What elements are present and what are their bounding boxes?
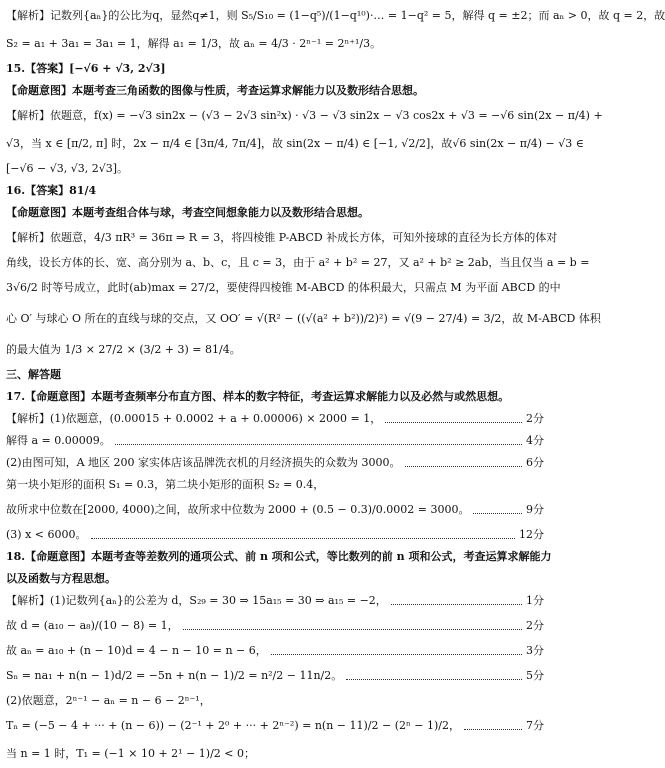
text-line-l11: 角线，设长方体的长、宽、高分别为 a、b、c，且 c = 3，由于 a² + b² = 27，又 a² + b² ≥ 2ab，当且仅当 a = b = [6,256,590,270]
solution-step-r2 [6,430,544,452]
score-label: 12分 [519,528,544,542]
leader-dots [183,629,522,630]
solution-lines [6,2,665,408]
step-text: 【解析】(1)依题意，(0.00015 + 0.0002 + a + 0.00006) × 2000 = 1， [6,412,382,426]
solution-step-s3 [6,640,544,662]
step-text: (3) x < 6000。 [6,528,87,542]
leader-dots [473,513,522,514]
leader-dots [271,654,522,655]
text-line-l10: 【解析】依题意，4/3 πR³ = 36π ⇒ R = 3，将四棱锥 P-ABCD 补成长方体，可知外接球的直径为长方体的体对 [6,231,558,245]
solution-step-s2 [6,612,544,640]
step-text: 故 aₙ = a₁₀ + (n − 10)d = 4 − n − 10 = n − 6， [6,644,267,658]
step-text: 故所求中位数在[2000, 4000)之间，故所求中位数为 2000 + (0.5 − 0.3)/0.0002 = 3000。 [6,503,470,517]
score-label: 3分 [526,644,544,658]
solution-step-s4 [6,662,544,690]
score-label: 1分 [526,594,544,608]
solution-step-r1 [6,408,544,430]
solution-step-r4 [6,474,544,496]
score-label: 6分 [526,456,544,470]
text-line-l7: [−√6 − √3, √3, 2√3]。 [6,162,129,176]
leader-dots [464,729,522,730]
solution-step-r3 [6,452,544,474]
solution-step-s1 [6,590,544,612]
score-label: 2分 [526,619,544,633]
text-line-l14: 的最大值为 1/3 × 27/2 × (3/2 + 3) = 81/4。 [6,343,241,357]
text-line-l13: 心 O′ 与球心 O 所在的直线与球的交点，又 OO′ = √(R² − ((√(a² + b²))/2)²) = √(9 − 27/4) = 3/2，故 M-ABCD 体积 [6,312,601,326]
text-line-l9: 【命题意图】本题考查组合体与球，考查空间想象能力以及数形结合思想。 [6,206,369,220]
text-line-l4: 【命题意图】本题考查三角函数的图像与性质，考查运算求解能力以及数形结合思想。 [6,84,424,98]
score-label: 2分 [526,412,544,426]
solution-step-s5 [6,690,544,712]
step-text: (2)由图可知，A 地区 200 家实体店该品牌洗衣机的月经济损失的众数为 3000。 [6,456,401,470]
step-text: Sₙ = na₁ + n(n − 1)d/2 = −5n + n(n − 1)/2 = n²/2 − 11n/2。 [6,669,343,683]
leader-dots [385,422,522,423]
step-text: 当 n = 1 时，T₁ = (−1 × 10 + 2¹ − 1)/2 < 0； [6,747,255,761]
score-label: 9分 [526,503,544,517]
score-label: 4分 [526,434,544,448]
text-line-l2: S₂ = a₁ + 3a₁ = 3a₁ = 1，解得 a₁ = 1/3，故 aₙ = 4/3 · 2ⁿ⁻¹ = 2ⁿ⁺¹/3。 [6,37,382,51]
step-text: (2)依题意，2ⁿ⁻¹ − aₙ = n − 6 − 2ⁿ⁻¹， [6,694,211,708]
question-18-steps [6,590,544,768]
step-text: Tₙ = (−5 − 4 + ··· + (n − 6)) − (2⁻¹ + 2⁰ + ··· + 2ⁿ⁻²) = n(n − 11)/2 − (2ⁿ − 1)/2， [6,719,460,733]
text-line-l6: √3，当 x ∈ [π/2, π] 时，2x − π/4 ∈ [3π/4, 7π/4]，故 sin(2x − π/4) ∈ [−1, √2/2]，故√6 sin(2x − π/4) − √3 ∈ [6,137,584,151]
solution-step-r5 [6,496,544,524]
text-line-l15: 三、解答题 [6,368,61,382]
text-line-l5: 【解析】依题意，f(x) = −√3 sin2x − (√3 − 2√3 sin²x) · √3 − √3 sin2x − √3 cos2x + √3 = −√6 sin(2x − π/4) + [6,109,603,123]
text-line-h2: 以及函数与方程思想。 [6,572,116,586]
text-line-l12: 3√6/2 时等号成立，此时(ab)max = 27/2，要使得四棱锥 M-ABCD 的体积最大，只需点 M 为平面 ABCD 的中 [6,281,561,295]
text-line-l3: 15.【答案】[−√6 + √3, 2√3] [6,62,166,76]
solution-step-r6 [6,524,544,546]
question-18-intent [6,546,552,590]
leader-dots [91,538,516,539]
question-17-steps [6,408,544,546]
text-line-l16: 17.【命题意图】本题考查频率分布直方图、样本的数字特征，考查运算求解能力以及必然与或然思想。 [6,390,510,404]
leader-dots [115,444,522,445]
step-text: 第一块小矩形的面积 S₁ = 0.3，第二块小矩形的面积 S₂ = 0.4， [6,478,325,492]
text-line-l1: 【解析】记数列{aₙ}的公比为q，显然q≠1，则 S₅/S₁₀ = (1−q⁵)/(1−q¹⁰)·… = 1−q² = 5，解得 q = ±2；而 aₙ > 0，故 q = 2，故 [6,9,665,23]
step-text: 解得 a = 0.00009。 [6,434,111,448]
step-text: 【解析】(1)记数列{aₙ}的公差为 d，S₂₉ = 30 ⇒ 15a₁₅ = 30 ⇒ a₁₅ = −2， [6,594,387,608]
solution-step-s7 [6,740,544,768]
text-line-h1: 18.【命题意图】本题考查等差数列的通项公式、前 n 项和公式，等比数列的前 n 项和公式，考查运算求解能力 [6,550,552,564]
leader-dots [346,679,522,680]
step-text: 故 d = (a₁₀ − a₈)/(10 − 8) = 1， [6,619,179,633]
solution-step-s6 [6,712,544,740]
text-line-l8: 16.【答案】81/4 [6,184,97,198]
leader-dots [405,466,523,467]
score-label: 7分 [526,719,544,733]
leader-dots [391,604,522,605]
score-label: 5分 [526,669,544,683]
